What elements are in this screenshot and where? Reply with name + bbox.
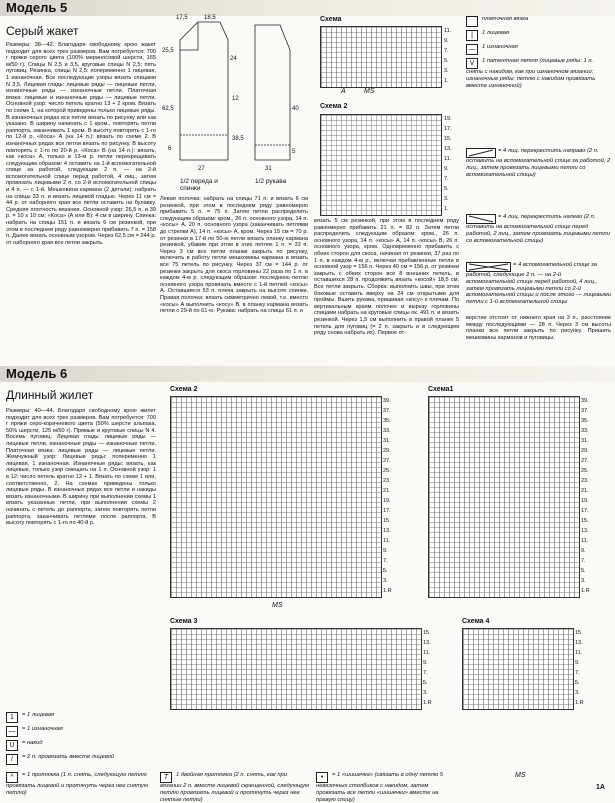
model5-text-mid: Левая полочка: набрать на спицы 71 п. и вязать 6 см резинкой, при этом в последнем ряду равномерно прибавить 5 п. = 75 п. Затем петли распределить следующим образом: кром., 26 п. основного узора, 14 п. «косы» А, 20 п. основного узора (заканчивать петлями до стрелки А), 14 п. «косы» А, кром. Через 15 см = 70 р. от резинки в 17-й по 50-ю петли вязать планку кармана резинкой, убавив при этом в этих петлях 1 п. = 33 п. Через 3 см все петли планки закрыть по рисунку, включить в работу петли мешковины кармана и вязать все 75 петель по рисунку. Через 37 см = 144 р. от резинки закрыть для скоса горловины 22 раза по 1 п. в каждом 4-м р. следующим образом: последнюю петлю основного узора провязать вместе с 1-й петлей «косы» А. Оставшиеся 53 п. плечa закрыть на высоте спинки. Правая полочка: вязать симметрично левой, т.е. вместо «косы» А выполнить «косу» В, в планку кармана вязать петли с 29-й по 61-ю. Рукава: набрать на спицы 61 п. и [160,196,308,315]
dim-label: 25,5 [162,48,174,54]
page-number: 1A [596,784,605,791]
legend-item: — = 1 изнаночная [6,726,156,737]
dim-label: 27 [198,166,205,172]
legend-item: 1 = 1 лицевая [6,712,156,723]
legend-item: U = накид [6,740,156,751]
model5-heading: Модель 5 [6,0,68,15]
schema1-ms: MS [364,88,375,95]
dim-label: 17,5 [176,15,188,21]
cable-left-icon [466,214,496,224]
legend-cable-right: = 4 лиц. перекрестить направо (2 п. оставить на вспомогательной спице за работой, 2 лиц., затем провязать лицевыми петли со вспомогательной спицы) [466,148,611,178]
blank-icon [466,16,478,27]
schema1-rownums: 11. 9. 7. 5. 3. 1. [444,28,452,84]
m6-schema2-grid [170,396,382,598]
model5-text-right: вязать 5 см резинкой, при этом в последнем ряду равномерно прибавить 21 п. = 82 п. Затем петли распределить следующим образом: кром., 26 п. основного узора, 14 п. «косы» А, 14 п. «косы» В, 26 п. основного узора, кром. Одновременно прибавить с обеих сторон для скоса, начиная от резинки, 37 раз по 1 п. в каждом 4-м р., включая прибавленные петли в основной узор = 156 п. Через 40 см = 156 р. от резинки закрыть с обеих сторон все 8 внешних петель, в оставшихся 28 п. продолжить вязать «косой» 18,5 см. Все петли закрыть. Сборка: выполнить швы, при этом боковые оставить вверху на 24 см открытыми для проймы. Вшить рукава, пришивая «косу» к плечам. По вертикальным краям полочек и вырезу горловины спицами набрать на круговые спицы ок. 491 п. и вязать резинкой. Через 1,5 см выполнить в правой планке 5 петель для пуговиц (= 2 п. закрыть и в следующем ряду снова набрать их). Первое от- [314,218,459,337]
ssk-icon: ^ [6,772,18,783]
legend-item: / = 2 п. провязать вместе лицевой [6,754,156,765]
model6-header [0,366,615,382]
knit-icon: | [466,30,478,41]
m6-schema2-label: Схема 2 [170,386,198,393]
pattern-label-front: 1/2 переда и спинки [180,178,218,192]
model5-text-left: Размеры: 38—42. Благодаря свободному крою жакет подходит для всех трех размеров. Вам потребуется: 700 г пряжи серого цвета (100% мериносовой шерсти, 165 м/50 г). Спицы N 2,5 и 3,5, круговые спицы N 2,5; пять пуговиц. Резинка, спицы N 2,5: попеременно 1 лицевая, 1 изнаночная. Все последующие узоры вязать спицами N 3,5. Лицевая гладь: лицевые ряды — лицевые петли, изнаночные ряды — изнаночные петли. Платочная вязка: лицевые и изнаночные ряды — лицевые петли. Основной узор: число петель кратно 13 + 2 кром. Вязать по схеме 1, на которой приведены только лицевые ряды. В изнаночных рядах все петли вязать по рисунку или как указано. В ширину начинать с 1 кром., повторять петли раппорта, заканчивать 1 кром. В высоту повторять с 1-го по 12-й р. «Коса» А (на 14 п.): вязать по схеме 2. В изнаночных рядах все петли вязать по рисунку. В высоту повторять с 1-го по 20-й р. «Коса» В (на 14 п.): вязать, как «коса» А, только в 13-м р. петли перекрещивать следующим образом: 4 оставить на 1-й вспомогательной спице за работой, следующие 2 п. — на 2-й вспомогательной спице перед работой, 4 лиц., затем провязать лицевыми 2 п. со 2-й вспомогательной спицы и 4 п. — с 1-й. Мешковина кармана (2 детали): набрать на спицы 33 п. и вязать лицевой гладью. Через 11 см = 44 р. от наборного края все петли оставить на булавку. Средняя плотность вязания. Основной узор: 26,5 п. и 39 р. = 10 х 10 см; «Коса» (А или В): 4 см в ширину. Спинка: набрать на спицы 151 п. и вязать 6 см резинкой, при этом в последнем ряду равномерно прибавить 7 п. = 158 п. Далее вязать основным узором. Через 62,5 см = 244 р. от наборного края все петли закрыть. [6,42,156,246]
schema1-grid [320,26,442,88]
dim-label: 24 [230,56,237,62]
dim-label: 31 [265,166,272,172]
model6-heading: Модель 6 [6,366,68,381]
m6-schema4-label: Схема 4 [462,618,490,625]
schema2-label: Схема 2 [320,103,348,110]
schema2-rownums: 19. 17. 15. 13. 11. 9. 7. 5. 3. 1. [444,116,452,212]
double-decrease-icon: T [160,772,172,783]
purl-icon: — [466,44,478,55]
legend-item: V 1 патентная петля (лицевые ряды: 1 п. снять с накидом, как при изнаночном вязании; изнаночные ряды: петлю с накидом провязать вместе изнаночной) [466,58,596,89]
bobble-icon: • [316,772,328,783]
schema1-arrow-a: A [341,88,346,95]
schema1-label: Схема [320,16,342,23]
m6-schema4-ms: MS [515,772,526,779]
m6-schema3-rownums: 15. 13. 11. 9. 7. 5. 3. 1.R [423,630,432,706]
dim-label: 38,5 [232,136,244,142]
dim-label: 5 [292,149,296,155]
legend-item: — 1 изнаночная [466,44,611,55]
model5-subtitle: Серый жакет [6,24,79,38]
k2tog-icon: / [6,754,18,765]
m6-schema1-rownums: 39. 37. 35. 33. 31. 29. 27. 25. 23. 21. 19. 17. 15. 13. 11. 9. 7. 5. 3. 1.R [581,398,590,594]
m6-schema3-grid [170,628,422,710]
m6-schema2-rownums: 39. 37. 35. 33. 31. 29. 27. 25. 23. 21. 19. 17. 15. 13. 11. 9. 7. 5. 3. 1.R [383,398,392,594]
model5-text-end: верстие отстоит от нижнего края на 3 п., расстояние между последующими — 28 п. Через 3 см высоты планки все петли закрыть по рисунку. Пришить мешковины карманов и пуговицы. [466,315,611,341]
dim-label: 12 [232,96,239,102]
legend-bobble: • = 1 «шишечка» (связать в одну петлю 5 невязочных столбиков с накидом, затем провязать все петли «шишечки» вместе на правую спицу) [316,772,444,803]
legend-double-decrease: T 1 двойная протяжка (2 п. снять, как при вязании 2 п. вместе лицевой скрещенной, следующую петлю провязать лицевой и протянуть через нее снятые петли) [160,772,310,803]
slip-stitch-icon: V [466,58,478,69]
cable-six-icon [466,262,511,272]
legend-item: ^ = 1 протяжка (1 п. снять, следующую петлю провязать лицевой и протянуть через нее снятую петлю) [6,772,149,796]
legend-cable-six: = 4 вспомогательной спице за работой, следующие 2 п. — на 2-й вспомогательной спице перед работой, 4 лиц., затем провязать лицевыми петли со 2-й вспомогательной спицы и после этого — лицевыми петли с 1-й вспомогательной спицы [466,262,612,306]
knit-icon: 1 [6,712,18,723]
m6-schema1-grid [428,396,580,598]
m6-schema1-label: Схема1 [428,386,454,393]
m6-schema2-ms: MS [272,602,283,609]
legend-cable-left: = 4 лиц. перекрестить налево (2 п. оставить на вспомогательной спице перед работой, 2 лиц., затем провязать лицевыми петли со вспомогательной спицы) [466,214,610,244]
m6-schema3-label: Схема 3 [170,618,198,625]
model6-subtitle: Длинный жилет [6,388,94,402]
legend-item: | 1 лицевая [466,30,611,41]
model5-pattern-drawing [160,10,310,190]
dim-label: 62,5 [162,106,174,112]
pattern-label-sleeve: 1/2 рукава [255,178,287,185]
dim-label: 6 [168,146,172,152]
schema2-grid [320,114,442,216]
m6-schema4-rownums: 15. 13. 11. 9. 7. 5. 3. 1.R [575,630,584,706]
legend-item: платочная вязка [466,16,611,27]
dim-label: 18,5 [204,15,216,21]
yarn-over-icon: U [6,740,18,751]
purl-icon: — [6,726,18,737]
model6-text: Размеры: 40—44. Благодаря свободному крою жилет подходит для всех трех размеров. Вам потребуется: 700 г пряжи серо-коричневого цвета (50% шерсти альпака, 50% шерсти, 125 м/50 г). Прямые и круговые спицы N 4. Восемь пуговиц. Лицевая гладь: лицевые ряды — лицевые петли, изнаночные ряды — изнаночные петли. Платочная вязка: лицевые ряды — лицевые петли. Жемчужный узор: Лицевые ряды: попеременно 1 лицевая, 1 изнаночная. Изнаночные ряды: вязать, как лицевые, только узор смещать на 1 п. Основной узор: 1 в 12: число петель кратно 12 + 1. Вязать по схеме 1 или, соответственно, 2. На схемах приведены только лицевые ряды. В изнаночных рядах все петли и накиды вязать изнаночными. В ширину при выполнении схемы 1 вязать указанные петли, при выполнении схемы 2 начинать с петель до раппорта, затем повторять петли раппорта, заканчивать петлями после раппорта. В высоту повторять с 1-го по 40-й р. [6,408,156,527]
m6-schema4-grid [462,628,574,710]
dim-label: 40 [292,106,299,112]
cable-right-icon [466,148,496,158]
